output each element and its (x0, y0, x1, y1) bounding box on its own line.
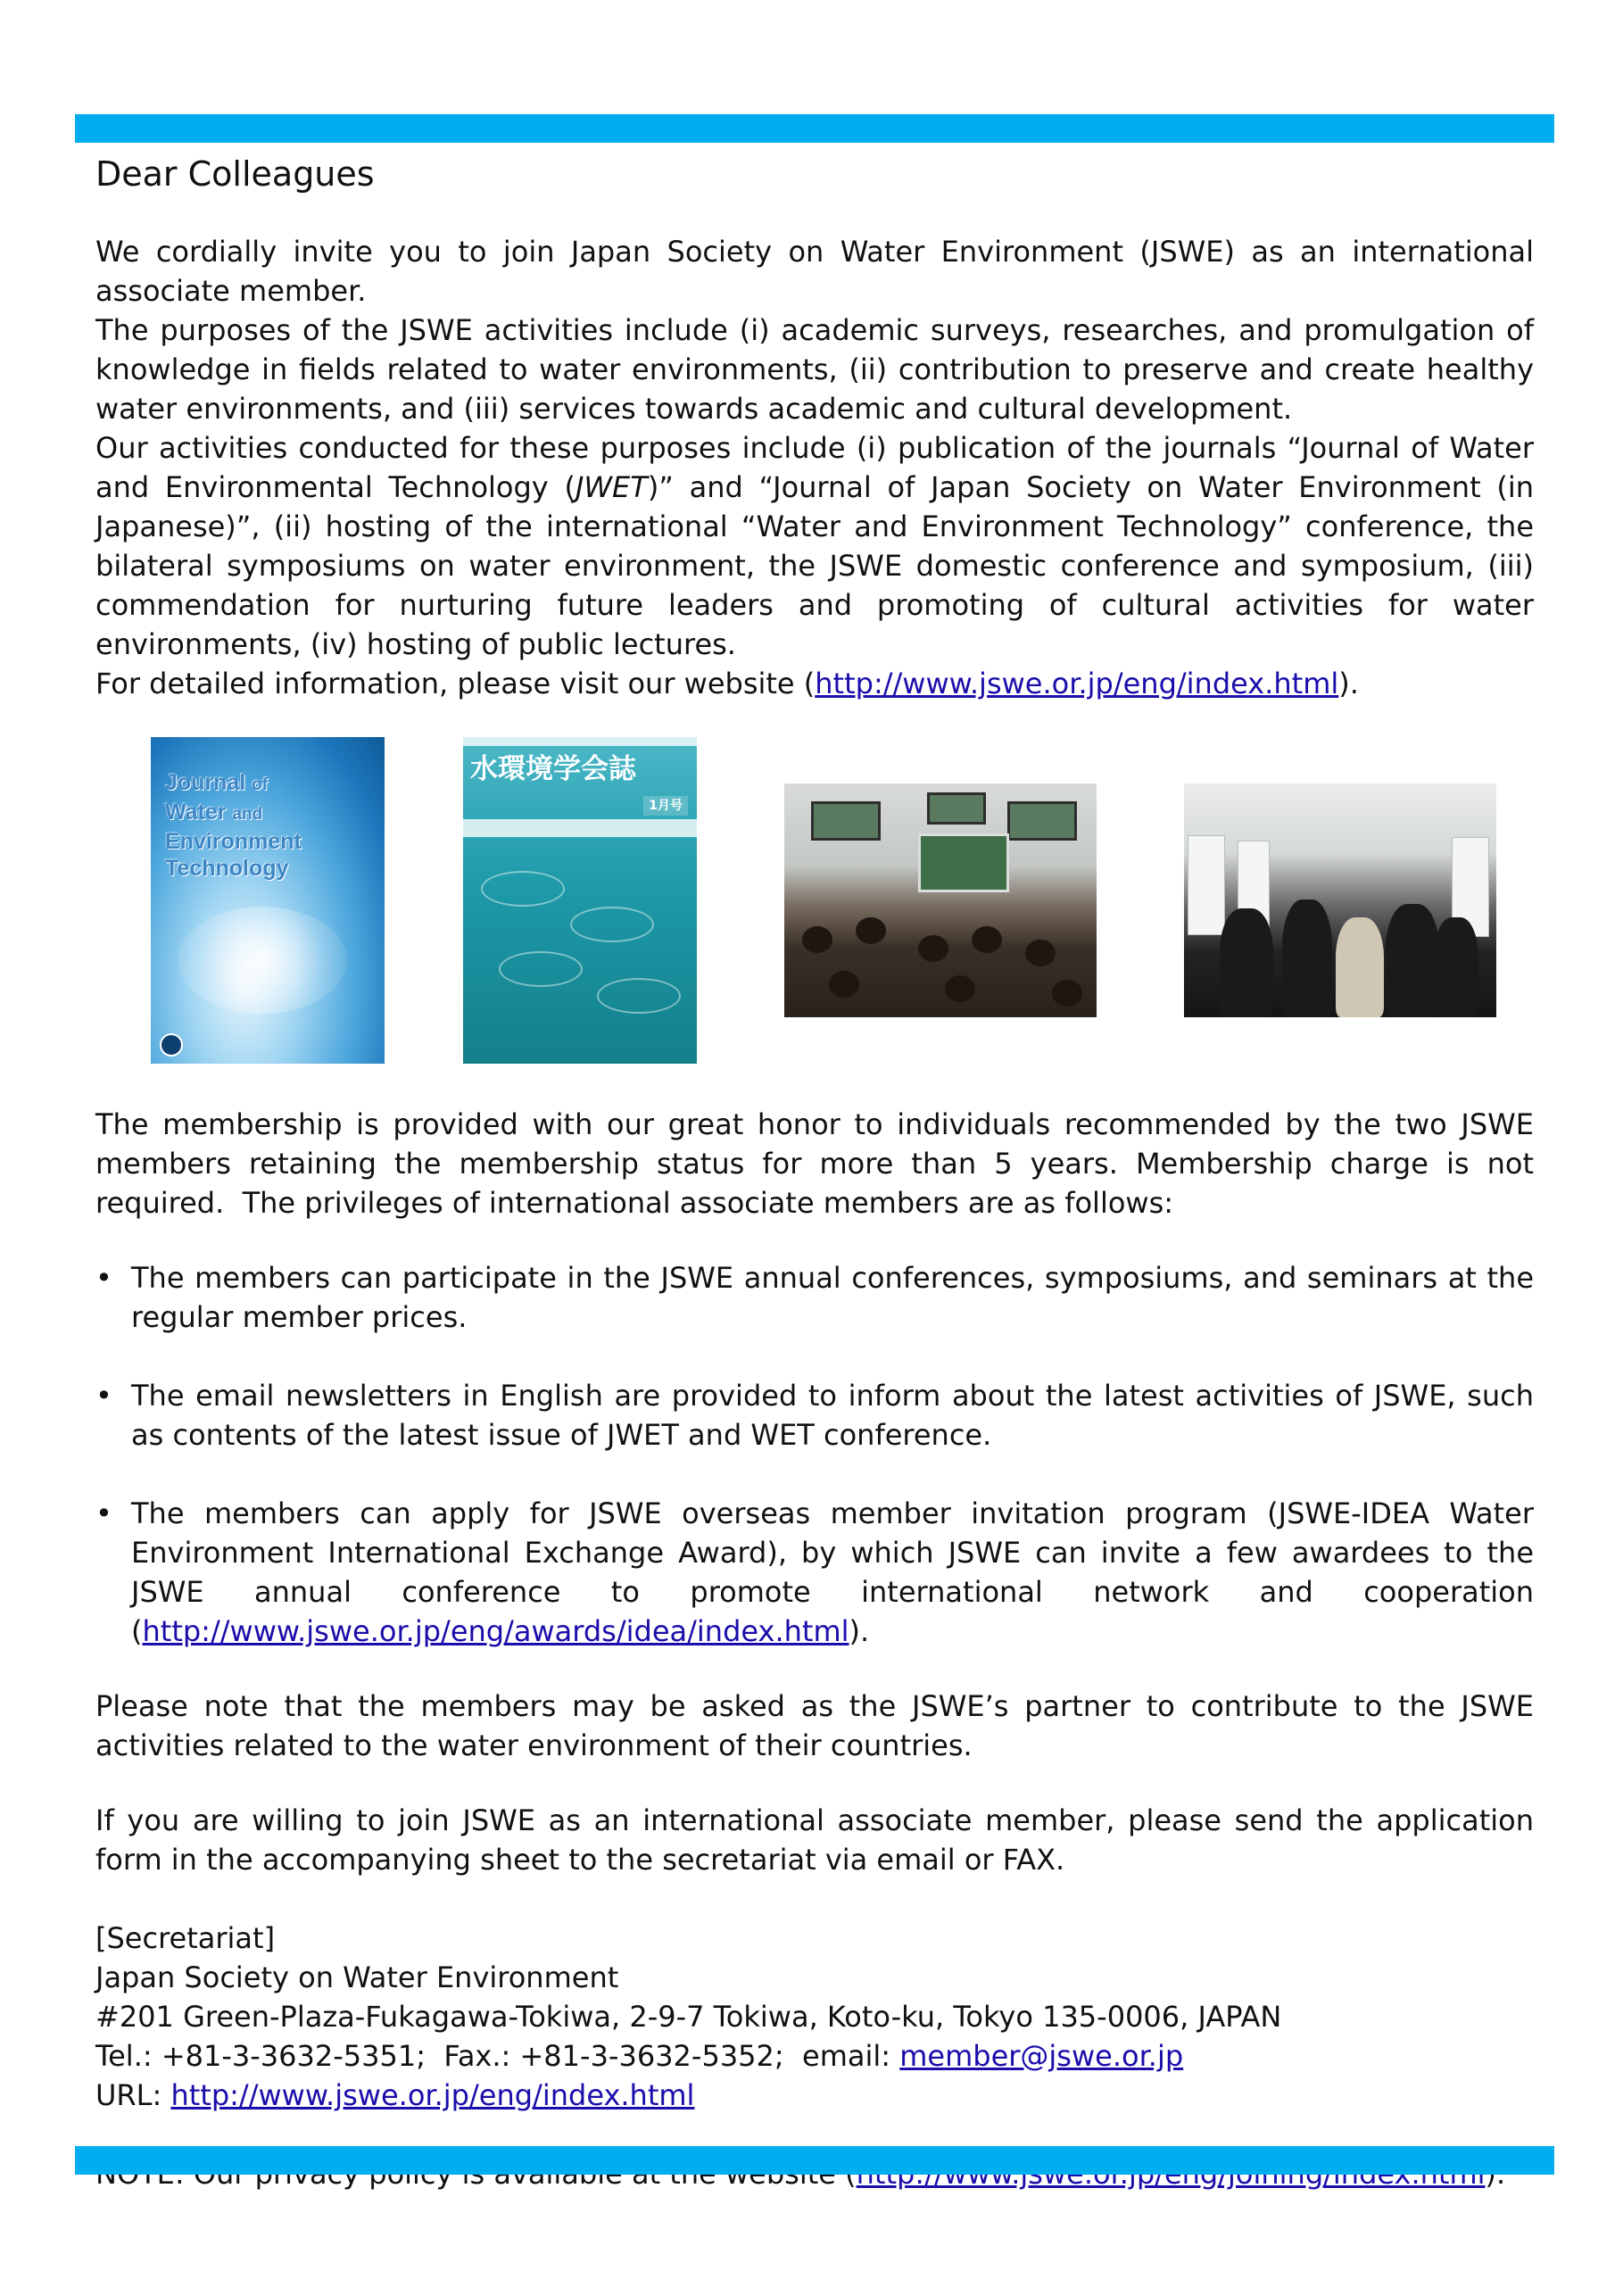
list-item (95, 1258, 1534, 1337)
intro-paragraph-4 (95, 664, 1534, 703)
audience-head-graphic (802, 926, 832, 953)
jwet-journal-cover-image (151, 737, 385, 1064)
bottom-accent-bar (75, 2146, 1554, 2175)
secretariat-url (95, 2076, 1534, 2115)
privilege-text: The email newsletters in English are provided to inform about the latest activities of JSWE, such as contents of the latest issue of JWET and WET conference. (131, 1379, 1534, 1452)
wave-pattern-graphic (597, 978, 681, 1014)
email-link[interactable]: member@jswe.or.jp (899, 2039, 1184, 2073)
website-link[interactable]: http://www.jswe.or.jp/eng/index.html (815, 667, 1339, 700)
website-lead-text: For detailed information, please visit our website ( (95, 667, 816, 700)
url-link[interactable]: http://www.jswe.or.jp/eng/index.html (170, 2078, 695, 2112)
jwet-cover-title (165, 769, 302, 882)
secretariat-block (95, 1919, 1534, 2115)
wave-pattern-graphic (481, 871, 565, 907)
attendee-graphic (1336, 917, 1384, 1017)
top-accent-bar (75, 114, 1554, 143)
list-item (95, 1376, 1534, 1455)
jwet-cover-title-journal: Journal (165, 770, 246, 795)
image-row (95, 737, 1534, 1069)
jwet-cover-title-water: Water (165, 800, 227, 825)
privilege-text-tail: ). (849, 1614, 870, 1648)
intro-paragraph-1: We cordially invite you to join Japan Society on Water Environment (JSWE) as an international associate member. (95, 235, 1534, 308)
jp-cover-feature-band (463, 819, 697, 837)
idea-award-link[interactable]: http://www.jswe.or.jp/eng/awards/idea/index.html (142, 1614, 849, 1648)
url-label: URL: (95, 2078, 171, 2112)
poster-session-photo (1184, 783, 1496, 1017)
jp-cover-issue-month: 1月号 (643, 796, 688, 816)
bullet-marker: • (95, 1261, 112, 1295)
list-item (95, 1494, 1534, 1651)
jwet-cover-title-of: of (252, 775, 269, 794)
monitor-graphic (927, 792, 986, 825)
intro-p3-text-rest: )” and “Journal of Japan Society on Water Environment (in Japanese)”, (ii) hosting of the international “Water and Environment Technology” conference, the bilateral symposiums on water environment, the JSWE domestic conference and symposium, (iii) commendation for nurturing future leaders and promoting of cultural activities for water environments, (iv) hosting of public lectures. (95, 470, 1535, 661)
projection-screen-graphic (918, 833, 1009, 892)
intro-paragraph-2: The purposes of the JSWE activities include (i) academic surveys, researches, and promulgation of knowledge in fields related to water environments, (ii) contribution to preserve and create healthy water environments, and (iii) services towards academic and cultural development. (95, 313, 1534, 426)
audience-head-graphic (945, 975, 975, 1002)
monitor-graphic (811, 801, 881, 841)
membership-paragraph: The membership is provided with our great honor to individuals recommended by the two JSWE members retaining the membership status for more than 5 years. Membership charge is not required. The privileges of international associate members are as follows: (95, 1107, 1534, 1220)
intro-p3-text: Our activities conducted for these purposes include (i) publication of the journals “Journal of Water and Environmental Technology ( (95, 431, 1534, 504)
audience-head-graphic (918, 935, 948, 962)
secretariat-heading: [Secretariat] (95, 1921, 276, 1955)
bullet-marker: • (95, 1379, 112, 1413)
audience-head-graphic (972, 926, 1002, 953)
jwet-cover-title-environment: Environment (165, 829, 302, 854)
jwet-abbrev: JWET (575, 470, 648, 504)
attendee-graphic (1386, 904, 1439, 1017)
privileges-list (95, 1258, 1534, 1651)
water-splash-graphic (178, 907, 347, 1014)
website-tail-text: ). (1338, 667, 1359, 700)
cover-top-strip (463, 737, 697, 746)
conference-lecture-photo (784, 783, 1097, 1017)
japanese-journal-cover-image (463, 737, 697, 1064)
letter-body (95, 152, 1534, 2193)
privilege-text: The members can participate in the JSWE annual conferences, symposiums, and seminars at the regular member prices. (131, 1261, 1534, 1334)
partner-note-paragraph: Please note that the members may be asked as the JSWE’s partner to contribute to the JSWE activities related to the water environment of their countries. (95, 1689, 1534, 1762)
audience-head-graphic (1052, 980, 1082, 1007)
attendee-graphic (1282, 899, 1332, 1017)
jswe-logo-icon (160, 1033, 183, 1057)
audience-head-graphic (1025, 940, 1056, 966)
secretariat-contact (95, 2036, 1534, 2076)
wave-pattern-graphic (499, 951, 583, 987)
audience-head-graphic (829, 971, 859, 998)
attendee-graphic (1220, 908, 1273, 1017)
contact-text: Tel.: +81-3-3632-5351; Fax.: +81-3-3632-5352; email: (95, 2039, 900, 2073)
privilege-text: The members can apply for JSWE overseas member invitation program (JSWE-IDEA Water Environment International Exchange Award), by which JSWE can invite a few awardees to the JSWE annual conference to promote international network and cooperation ( (131, 1496, 1534, 1648)
jp-cover-title: 水環境学会誌 (470, 753, 636, 785)
monitor-graphic (1007, 801, 1077, 841)
secretariat-org: Japan Society on Water Environment (95, 1960, 619, 1994)
intro-paragraph-3 (95, 428, 1534, 664)
secretariat-address: #201 Green-Plaza-Fukagawa-Tokiwa, 2-9-7 Tokiwa, Koto-ku, Tokyo 135-0006, JAPAN (95, 2000, 1282, 2034)
audience-head-graphic (856, 917, 886, 944)
jwet-cover-title-and: and (232, 805, 263, 824)
bullet-marker: • (95, 1496, 112, 1530)
jwet-cover-title-technology: Technology (165, 856, 289, 881)
poster-board-graphic (1188, 835, 1225, 935)
attendee-graphic (1434, 917, 1478, 1017)
application-paragraph: If you are willing to join JSWE as an international associate member, please send the application form in the accompanying sheet to the secretariat via email or FAX. (95, 1803, 1534, 1877)
greeting: Dear Colleagues (95, 154, 375, 194)
wave-pattern-graphic (570, 907, 654, 942)
